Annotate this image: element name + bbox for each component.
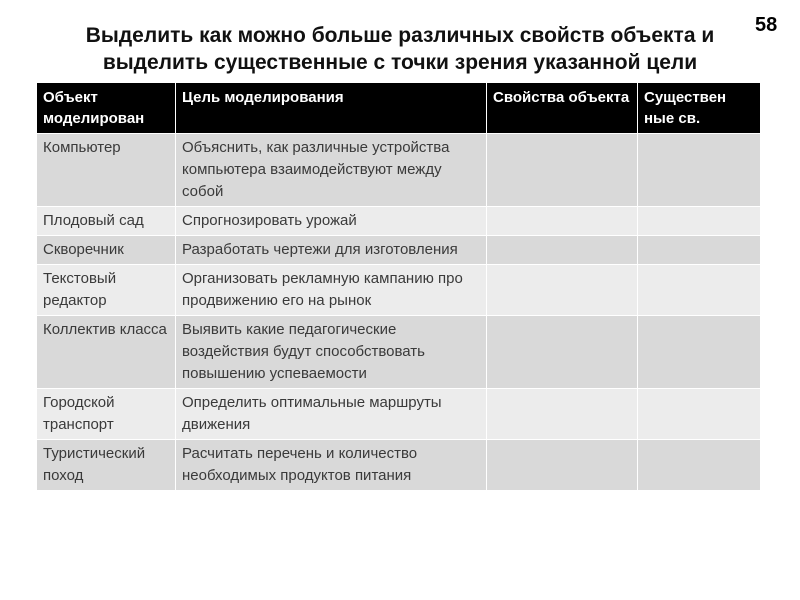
table-row bbox=[37, 134, 761, 207]
cell-object: Текстовый редактор bbox=[37, 265, 176, 316]
cell-essential bbox=[638, 236, 761, 265]
cell-properties bbox=[487, 316, 638, 389]
table-row bbox=[37, 236, 761, 265]
cell-goal: Расчитать перечень и количество необходимых продуктов питания bbox=[176, 440, 487, 491]
table-row bbox=[37, 207, 761, 236]
cell-goal: Выявить какие педагогические воздействия будут способствовать повышению успеваемости bbox=[176, 316, 487, 389]
cell-goal: Разработать чертежи для изготовления bbox=[176, 236, 487, 265]
cell-properties bbox=[487, 207, 638, 236]
header-essential: Существен ные св. bbox=[638, 83, 761, 134]
cell-properties bbox=[487, 236, 638, 265]
cell-essential bbox=[638, 207, 761, 236]
cell-goal: Организовать рекламную кампанию про продвижению его на рынок bbox=[176, 265, 487, 316]
table-row bbox=[37, 316, 761, 389]
table-row bbox=[37, 265, 761, 316]
cell-essential bbox=[638, 389, 761, 440]
cell-goal: Объяснить, как различные устройства компьютера взаимодействуют между собой bbox=[176, 134, 487, 207]
cell-object: Туристический поход bbox=[37, 440, 176, 491]
cell-essential bbox=[638, 440, 761, 491]
cell-object: Скворечник bbox=[37, 236, 176, 265]
cell-properties bbox=[487, 389, 638, 440]
table-row bbox=[37, 389, 761, 440]
slide-title-line-2: выделить существенные с точки зрения указанной цели bbox=[102, 51, 698, 74]
cell-object: Плодовый сад bbox=[37, 207, 176, 236]
cell-object: Коллектив класса bbox=[37, 316, 176, 389]
slide-title bbox=[40, 22, 760, 76]
cell-goal: Определить оптимальные маршруты движения bbox=[176, 389, 487, 440]
cell-properties bbox=[487, 265, 638, 316]
cell-essential bbox=[638, 265, 761, 316]
table-row bbox=[37, 440, 761, 491]
cell-properties bbox=[487, 440, 638, 491]
cell-essential bbox=[638, 134, 761, 207]
modeling-table bbox=[36, 82, 761, 491]
cell-essential bbox=[638, 316, 761, 389]
slide-number: 58 bbox=[755, 14, 778, 36]
cell-object: Компьютер bbox=[37, 134, 176, 207]
cell-goal: Спрогнозировать урожай bbox=[176, 207, 487, 236]
header-object: Объект моделирован bbox=[37, 83, 176, 134]
cell-properties bbox=[487, 134, 638, 207]
cell-object: Городской транспорт bbox=[37, 389, 176, 440]
header-goal: Цель моделирования bbox=[176, 83, 487, 134]
slide-title-line-1: Выделить как можно больше различных свойств объекта и bbox=[85, 24, 715, 47]
header-properties: Свойства объекта bbox=[487, 83, 638, 134]
table-header-row bbox=[37, 83, 761, 134]
